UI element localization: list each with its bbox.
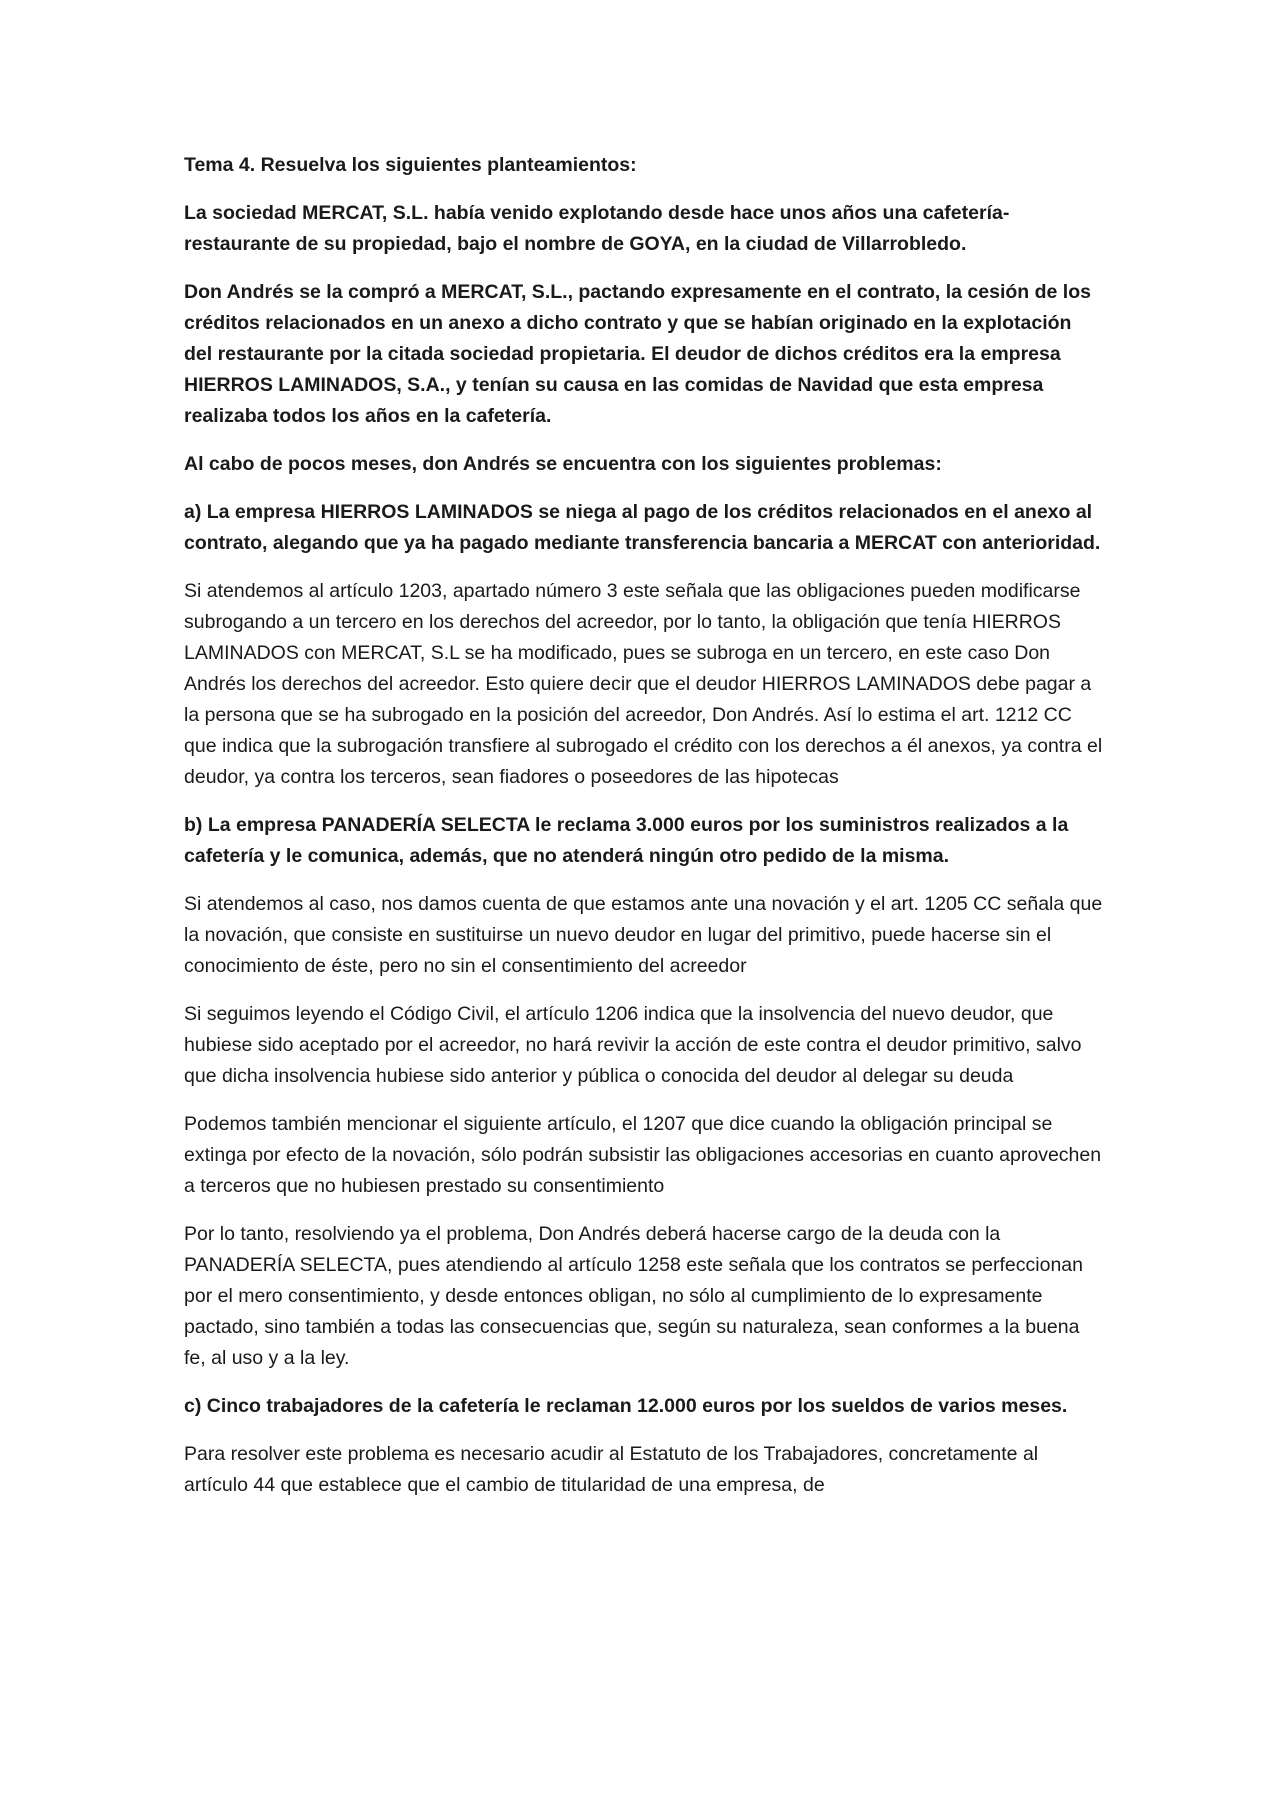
answer-b-paragraph-4: Por lo tanto, resolviendo ya el problema, Don Andrés deberá hacerse cargo de la deuda con la PANADERÍA SELECTA, pues atendiendo al artículo 1258 este señala que los contratos se perfeccionan por el mero consentimiento, y desde entonces obligan, no sólo al cumplimiento de lo expresamente pactado, sino también a todas las consecuencias que, según su naturaleza, sean conformes a la buena fe, al uso y a la ley. bbox=[184, 1223, 1083, 1369]
question-b: b) La empresa PANADERÍA SELECTA le reclama 3.000 euros por los suministros realizados a la cafetería y le comunica, además, que no atenderá ningún otro pedido de la misma. bbox=[184, 814, 1069, 867]
heading-tema-4: Tema 4. Resuelva los siguientes planteamientos: bbox=[184, 154, 637, 176]
answer-a: Si atendemos al artículo 1203, apartado número 3 este señala que las obligaciones pueden modificarse subrogando a un tercero en los derechos del acreedor, por lo tanto, la obligación que tenía HIERROS LAMINADOS con MERCAT, S.L se ha modificado, pues se subroga en un tercero, en este caso Don Andrés los derechos del acreedor. Esto quiere decir que el deudor HIERROS LAMINADOS debe pagar a la persona que se ha subrogado en la posición del acreedor, Don Andrés. Así lo estima el art. 1212 CC que indica que la subrogación transfiere al subrogado el crédito con los derechos a él anexos, ya contra el deudor, ya contra los terceros, sean fiadores o poseedores de las hipotecas bbox=[184, 580, 1103, 788]
answer-b-paragraph-1: Si atendemos al caso, nos damos cuenta de que estamos ante una novación y el art. 1205 CC señala que la novación, que consiste en sustituirse un nuevo deudor en lugar del primitivo, puede hacerse sin el conocimiento de éste, pero no sin el consentimiento del acreedor bbox=[184, 893, 1103, 977]
question-a: a) La empresa HIERROS LAMINADOS se niega al pago de los créditos relacionados en el anexo al contrato, alegando que ya ha pagado mediante transferencia bancaria a MERCAT con anterioridad. bbox=[184, 501, 1101, 554]
case-paragraph-1: La sociedad MERCAT, S.L. había venido explotando desde hace unos años una cafetería-restaurante de su propiedad, bajo el nombre de GOYA, en la ciudad de Villarrobledo. bbox=[184, 202, 1010, 255]
question-c: c) Cinco trabajadores de la cafetería le reclaman 12.000 euros por los sueldos de varios meses. bbox=[184, 1395, 1068, 1417]
answer-b-paragraph-2: Si seguimos leyendo el Código Civil, el artículo 1206 indica que la insolvencia del nuevo deudor, que hubiese sido aceptado por el acreedor, no hará revivir la acción de este contra el deudor primitivo, salvo que dicha insolvencia hubiese sido anterior y pública o conocida del deudor al delegar su deuda bbox=[184, 1003, 1082, 1087]
case-paragraph-2: Don Andrés se la compró a MERCAT, S.L., pactando expresamente en el contrato, la cesión de los créditos relacionados en un anexo a dicho contrato y que se habían originado en la explotación del restaurante por la citada sociedad propietaria. El deudor de dichos créditos era la empresa HIERROS LAMINADOS, S.A., y tenían su causa en las comidas de Navidad que esta empresa realizaba todos los años en la cafetería. bbox=[184, 281, 1091, 427]
document-page bbox=[184, 150, 1104, 1518]
case-paragraph-3: Al cabo de pocos meses, don Andrés se encuentra con los siguientes problemas: bbox=[184, 453, 942, 475]
answer-b-paragraph-3: Podemos también mencionar el siguiente artículo, el 1207 que dice cuando la obligación principal se extinga por efecto de la novación, sólo podrán subsistir las obligaciones accesorias en cuanto aprovechen a terceros que no hubiesen prestado su consentimiento bbox=[184, 1113, 1102, 1197]
answer-c-paragraph-1: Para resolver este problema es necesario acudir al Estatuto de los Trabajadores, concretamente al artículo 44 que establece que el cambio de titularidad de una empresa, de bbox=[184, 1443, 1039, 1496]
